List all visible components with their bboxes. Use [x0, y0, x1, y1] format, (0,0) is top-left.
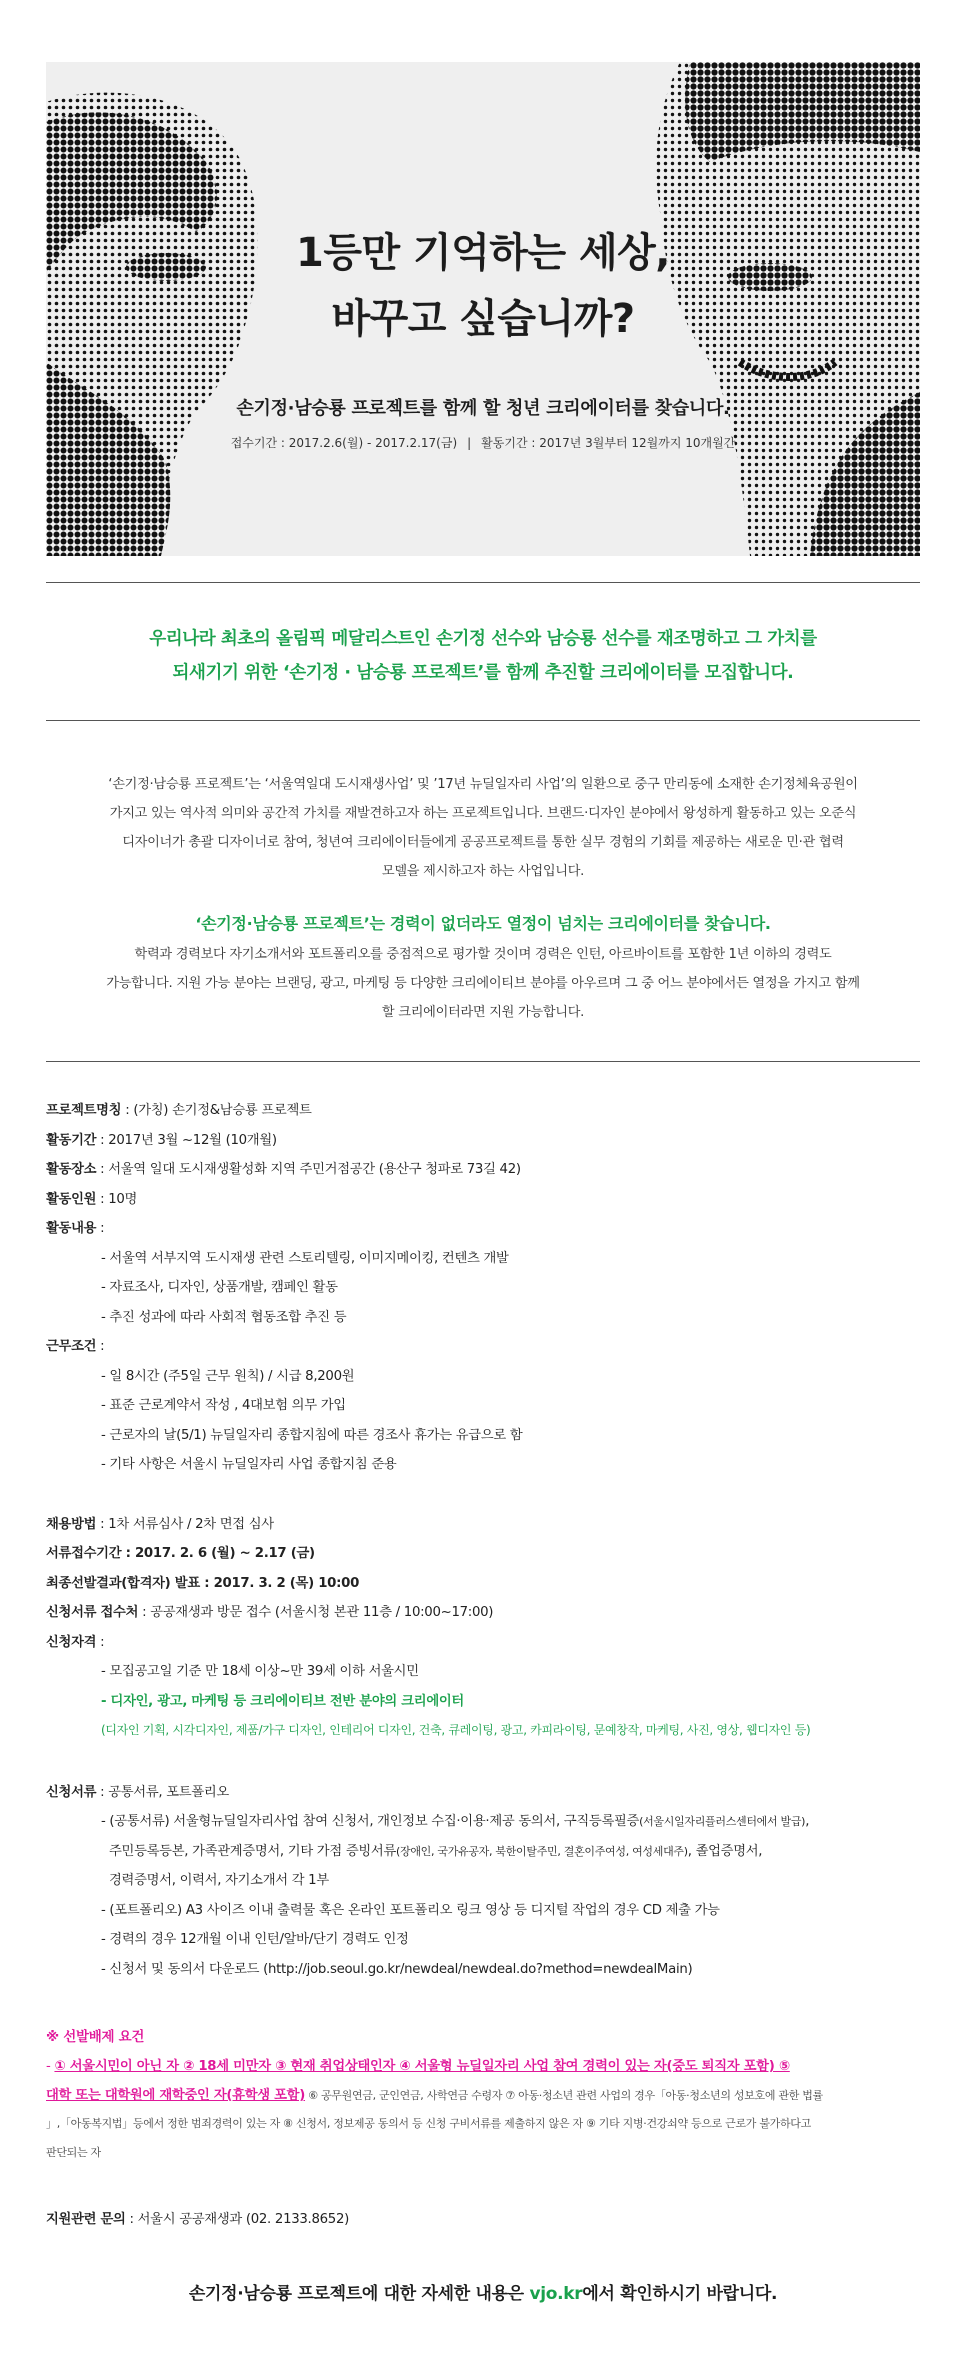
detail-label: 신청서류 접수처 [46, 1605, 139, 1620]
content-item: - 추진 성과에 따라 사회적 협동조합 추진 등 [101, 1310, 347, 1325]
detail-place [46, 1158, 521, 1177]
detail-label: 신청서류 [46, 1785, 97, 1800]
hero-title-line2: 바꾸고 싶습니까? [331, 296, 635, 342]
exclusion-line [46, 2084, 920, 2103]
exclusion-text: 」,「아동복지법」등에서 정한 범죄경력이 있는 자 ⑧ 신청서, 정보제공 동의서 등 신청 구비서류를 제출하지 않은 자 ⑨ 기타 지병·건강쇠약 등으로 근로가 불가하다고 [46, 2117, 811, 2130]
detail-colon: : [96, 1635, 105, 1650]
intro-body2-line: 학력과 경력보다 자기소개서와 포트폴리오를 중점적으로 평가할 것이며 경력은 인턴, 아르바이트를 포함한 1년 이하의 경력도 [134, 947, 832, 962]
work-item: - 근로자의 날(5/1) 뉴딜일자리 종합지침에 따른 경조사 휴가는 유급으로 함 [101, 1428, 523, 1443]
docs-item-text: - (공통서류) 서울형뉴딜일자리사업 참여 신청서, 개인정보 수집·이용·제공 동의서, 구직등록필증 [101, 1814, 640, 1829]
exclusion-highlight: 대학 또는 대학원에 재학중인 자(휴학생 포함) [46, 2088, 306, 2103]
qualification-item: - 디자인, 광고, 마케팅 등 크리에이티브 전반 분야의 크리에이터 [101, 1694, 464, 1709]
detail-label: 활동내용 [46, 1221, 97, 1236]
detail-value: : 2017년 3월 ~12월 (10개월) [96, 1133, 277, 1148]
detail-label: 활동인원 [46, 1192, 97, 1207]
detail-colon: : [96, 1339, 105, 1354]
footer-prefix: 손기정·남승룡 프로젝트에 대한 자세한 내용은 [188, 2284, 530, 2304]
apply-period: 접수기간 : 2017.2.6(월) - 2017.2.17(금) [230, 436, 458, 450]
exclusion-text: ⑥ 공무원연금, 군인연금, 사학연금 수령자 ⑦ 아동·청소년 관련 사업의 경우「아동·청소년의 성보호에 관한 법률 [305, 2089, 823, 2102]
divider [46, 720, 920, 721]
docs-item-note: (서울시일자리플러스센터에서 발급) [639, 1815, 806, 1828]
activity-period: 활동기간 : 2017년 3월부터 12월까지 10개월간 [481, 436, 736, 450]
detail-period [46, 1129, 277, 1148]
detail-value: : (가칭) 손기정&남승룡 프로젝트 [121, 1103, 312, 1118]
detail-colon: : [96, 1221, 105, 1236]
detail-docs [46, 1781, 229, 1800]
intro-headline [46, 622, 920, 690]
intro-body2-line: 가능합니다. 지원 가능 분야는 브랜딩, 광고, 마케팅 등 다양한 크리에이티브 분야를 아우르며 그 중 어느 분야에서든 열정을 가지고 함께 [106, 976, 860, 991]
detail-value: : 2017. 3. 2 (목) 10:00 [199, 1576, 360, 1591]
docs-item: - (포트폴리오) A3 사이즈 이내 출력물 혹은 온라인 포트폴리오 링크 영상 등 디지털 작업의 경우 CD 제출 가능 [101, 1903, 720, 1918]
detail-value: : 서울역 일대 도시재생활성화 지역 주민거점공간 (용산구 청파로 73길 42) [96, 1162, 521, 1177]
hero-banner [46, 62, 920, 556]
divider [46, 582, 920, 583]
work-item: - 표준 근로계약서 작성 , 4대보험 의무 가입 [101, 1398, 346, 1413]
intro-body [46, 770, 920, 886]
contact-value: : 서울시 공공재생과 (02. 2133.8652) [125, 2212, 350, 2227]
detail-label: 채용방법 [46, 1517, 97, 1532]
work-item: - 기타 사항은 서울시 뉴딜일자리 사업 종합지침 준용 [101, 1457, 397, 1472]
detail-work [46, 1335, 104, 1354]
detail-label: 서류접수기간 [46, 1546, 122, 1561]
footer-notice [46, 2279, 920, 2304]
footer-suffix: 에서 확인하시기 바랍니다. [582, 2284, 778, 2304]
content-item: - 서울역 서부지역 도시재생 관련 스토리텔링, 이미지메이킹, 컨텐츠 개발 [101, 1251, 509, 1266]
detail-label: 프로젝트명칭 [46, 1103, 122, 1118]
docs-item: - 경력의 경우 12개월 이내 인턴/알바/단기 경력도 인정 [101, 1932, 409, 1947]
detail-value: : 공통서류, 포트폴리오 [96, 1785, 229, 1800]
exclusion-highlight: ① 서울시민이 아닌 자 ② 18세 미만자 ③ 현재 취업상태인자 ④ 서울형 뉴딜일자리 사업 참여 경력이 있는 자(중도 퇴직자 포함) ⑤ [54, 2059, 790, 2074]
detail-doc-period [46, 1542, 315, 1561]
intro-body-line: ‘손기정·남승룡 프로젝트’는 ‘서울역일대 도시재생사업’ 및 ’17년 뉴딜일자리 사업’의 일환으로 중구 만리동에 소재한 손기정체육공원이 [108, 777, 858, 792]
detail-result [46, 1572, 359, 1591]
exclusion-prefix: - [46, 2059, 55, 2074]
intro-headline-line1: 우리나라 최초의 올림픽 메달리스트인 손기정 선수와 남승룡 선수를 재조명하고 그 가치를 [149, 629, 817, 649]
intro-headline-line2: 되새기기 위한 ‘손기정 · 남승룡 프로젝트’를 함께 추진할 크리에이터를 모집합니다. [172, 663, 794, 683]
hero-title-line1: 1등만 기억하는 세상, [296, 230, 670, 276]
docs-item-text: 주민등록등본, 가족관계증명서, 기타 가점 증빙서류 [109, 1844, 397, 1859]
detail-label: 활동기간 [46, 1133, 97, 1148]
detail-label: 근무조건 [46, 1339, 97, 1354]
hero-subtitle: 손기정·남승룡 프로젝트를 함께 할 청년 크리에이터를 찾습니다. [236, 398, 730, 419]
docs-item [109, 1840, 762, 1859]
detail-value: : 10명 [96, 1192, 138, 1207]
detail-hire [46, 1513, 274, 1532]
detail-people [46, 1188, 137, 1207]
detail-value: : 1차 서류심사 / 2차 면접 심사 [96, 1517, 274, 1532]
qualification-item: - 모집공고일 기준 만 18세 이상~만 39세 이하 서울시민 [101, 1664, 419, 1679]
exclusion-line [46, 2055, 920, 2074]
exclusion-text: 판단되는 자 [46, 2146, 101, 2159]
intro-body-line: 디자이너가 총괄 디자이너로 참여, 청년여 크리에이터들에게 공공프로젝트를 통한 실무 경험의 기회를 제공하는 새로운 민·관 협력 [122, 835, 844, 850]
contact [46, 2208, 349, 2227]
intro-green-line: ‘손기정·남승룡 프로젝트’는 경력이 없더라도 열정이 넘치는 크리에이터를 찾습니다. [195, 914, 771, 933]
intro-body-line: 가지고 있는 역사적 의미와 공간적 가치를 재발견하고자 하는 프로젝트입니다. 브랜드·디자인 분야에서 왕성하게 활동하고 있는 오준식 [109, 806, 857, 821]
contact-label: 지원관련 문의 [46, 2212, 126, 2227]
docs-item-text: , 졸업증명서, [687, 1844, 763, 1859]
footer-link[interactable]: vjo.kr [529, 2284, 583, 2304]
content-item: - 자료조사, 디자인, 상품개발, 캠페인 활동 [101, 1280, 338, 1295]
detail-project-name [46, 1099, 312, 1118]
detail-value: : 공공재생과 방문 접수 (서울시청 본관 11층 / 10:00~17:00) [138, 1605, 494, 1620]
hero-title [46, 220, 920, 352]
docs-item [101, 1810, 809, 1829]
hero-period [46, 434, 920, 451]
detail-qualification [46, 1631, 104, 1650]
detail-label: 신청자격 [46, 1635, 97, 1650]
intro-body2-line: 할 크리에이터라면 지원 가능합니다. [381, 1005, 585, 1020]
detail-submit [46, 1601, 493, 1620]
docs-item: 경력증명서, 이력서, 자기소개서 각 1부 [109, 1873, 329, 1888]
detail-label: 활동장소 [46, 1162, 97, 1177]
detail-content [46, 1217, 104, 1236]
detail-value: : 2017. 2. 6 (월) ~ 2.17 (금) [121, 1546, 315, 1561]
detail-label: 최종선발결과(합격자) 발표 [46, 1576, 200, 1591]
intro-body-line: 모델을 제시하고자 하는 사업입니다. [381, 864, 585, 879]
docs-item-note: (장애인, 국가유공자, 북한이탈주민, 결혼이주여성, 여성세대주) [396, 1845, 688, 1858]
hero-text [46, 62, 920, 556]
period-separator: | [467, 436, 472, 450]
work-item: - 일 8시간 (주5일 근무 원칙) / 시급 8,200원 [101, 1369, 355, 1384]
docs-item-text: , [805, 1814, 810, 1829]
docs-item: - 신청서 및 동의서 다운로드 (http://job.seoul.go.kr/newdeal/newdeal.do?method=newdealMain) [101, 1962, 693, 1977]
intro-body2 [46, 940, 920, 1027]
divider [46, 1061, 920, 1062]
qualification-fields: (디자인 기획, 시각디자인, 제품/가구 디자인, 인테리어 디자인, 건축, 큐레이팅, 광고, 카피라이팅, 문예창작, 마케팅, 사진, 영상, 웹디자인 등) [101, 1723, 811, 1737]
exclusion-title: ※ 선발배제 요건 [46, 2029, 145, 2045]
